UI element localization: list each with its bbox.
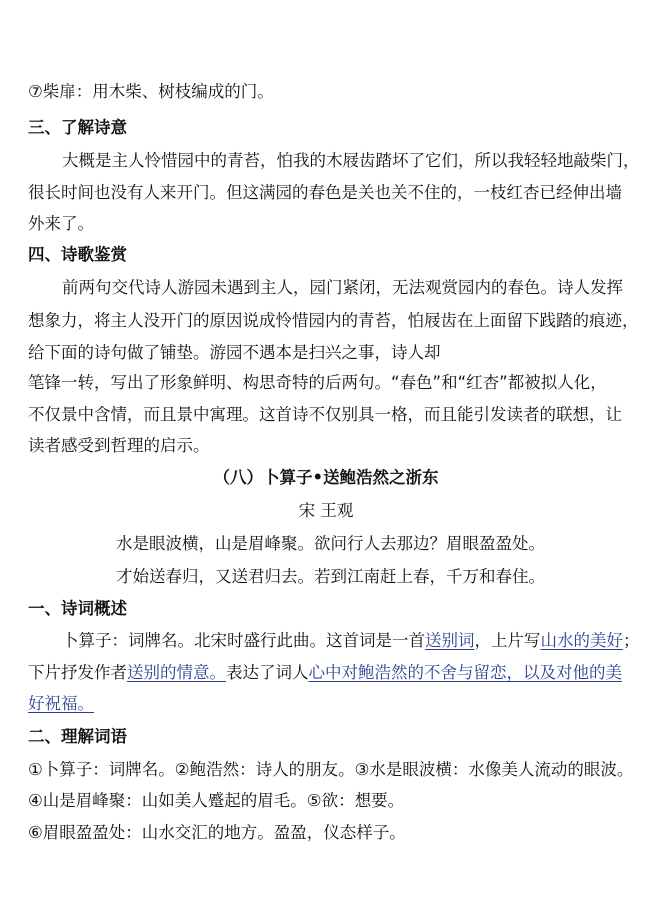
appreciation-line-1: 前两句交代诗人游园未遇到主人，园门紧闭，无法观赏园内的春色。诗人发挥 [62, 278, 623, 297]
overview-line-1 [62, 630, 640, 652]
appreciation-line-2: 想象力，将主人没开门的原因说成怜惜园内的青苔，怕屐齿在上面留下践踏的痕迹， [28, 311, 639, 330]
overview-line-3 [28, 693, 94, 715]
meaning-paragraph-line-2: 很长时间也没有人来开门。但这满园的春色是关也关不住的，一枝红杏已经伸出墙 [28, 183, 622, 202]
vocabulary-line-1: ①卜算子：词牌名。②鲍浩然：诗人的朋友。③水是眼波横：水像美人流动的眼波。 [28, 760, 634, 779]
vocabulary-line-2: ④山是眉峰聚：山如美人蹙起的眉毛。⑤欲：想要。 [28, 791, 405, 810]
appreciation-line-4: 笔锋一转，写出了形象鲜明、构思奇特的后两句。“春色”和“红杏”都被拟人化， [28, 373, 607, 392]
meaning-paragraph-line-3: 外来了。 [28, 214, 94, 233]
overview-text: 卜算子：词牌名。北宋时盛行此曲。这首词是一首 [62, 631, 425, 650]
overview-line-2 [28, 662, 622, 684]
section-heading-vocabulary: 二、理解词语 [28, 727, 127, 746]
appreciation-line-5: 不仅景中含情，而且景中寓理。这首诗不仅别具一格，而且能引发读者的联想，让 [28, 405, 622, 424]
poem-line-1: 水是眼波横，山是眉峰聚。欲问行人去那边？眉眼盈盈处。 [116, 534, 545, 553]
poem-line-2: 才始送春归，又送君归去。若到江南赶上春，千万和春住。 [116, 567, 545, 586]
underlined-phrase: 送别的情意。 [127, 663, 226, 682]
poem-title: （八）卜算子•送鲍浩然之浙东 [213, 468, 439, 487]
underlined-phrase: 心中对鲍浩然的不舍与留恋，以及对他的美 [308, 663, 622, 682]
vocabulary-line-3: ⑥眉眼盈盈处：山水交汇的地方。盈盈，仪态样子。 [28, 823, 406, 842]
overview-text: 下片抒发作者 [28, 663, 127, 682]
section-heading-meaning: 三、了解诗意 [28, 118, 127, 137]
appreciation-line-3: 给下面的诗句做了铺垫。游园不遇本是扫兴之事，诗人却 [28, 343, 441, 362]
section-heading-appreciation: 四、诗歌鉴赏 [28, 245, 127, 264]
underlined-phrase: 好祝福。 [28, 694, 94, 713]
overview-text: 表达了词人 [226, 663, 309, 682]
definition-chaifei: ⑦柴扉：用木柴、树枝编成的门。 [28, 82, 274, 101]
underlined-phrase: 送别词 [425, 631, 475, 650]
overview-text: ； [623, 631, 640, 650]
poem-author: 宋 王观 [298, 501, 354, 520]
meaning-paragraph-line-1: 大概是主人怜惜园中的青苔，怕我的木屐齿踏坏了它们，所以我轻轻地敲柴门， [62, 151, 640, 170]
overview-text: ，上片写 [474, 631, 541, 650]
underlined-phrase: 山水的美好 [540, 631, 623, 650]
appreciation-line-6: 读者感受到哲理的启示。 [28, 436, 210, 455]
section-heading-overview: 一、诗词概述 [28, 599, 127, 618]
